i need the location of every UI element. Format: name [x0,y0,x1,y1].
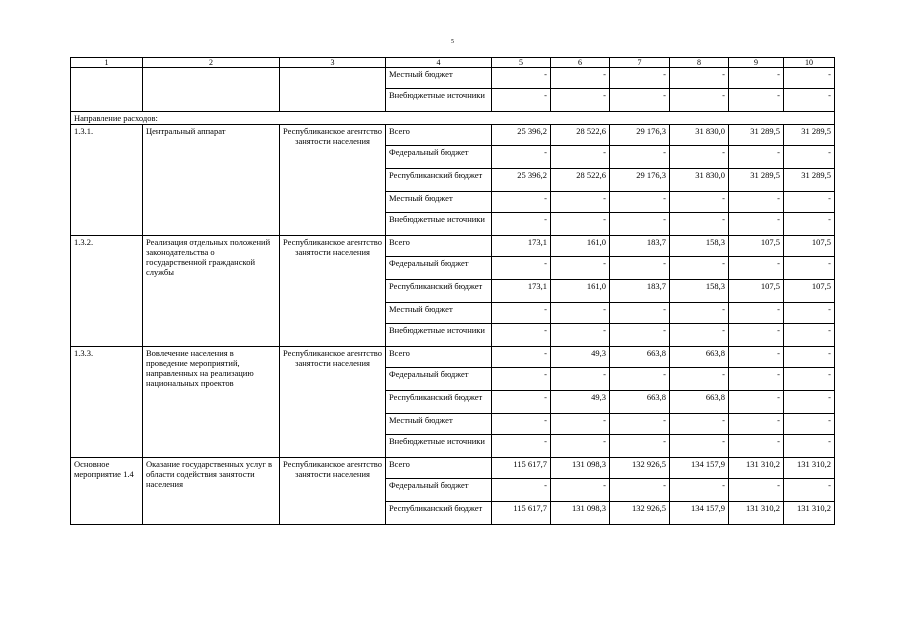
value-cell: 663,8 [610,347,670,368]
value-cell: - [729,192,784,213]
table-row [71,236,835,257]
value-cell: - [492,68,551,89]
value-cell: 158,3 [670,280,729,303]
value-cell: - [551,257,610,280]
value-cell: 131 098,3 [551,502,610,525]
table-row [71,68,835,89]
value-cell: - [492,368,551,391]
column-header: 3 [280,58,386,68]
column-header: 9 [729,58,784,68]
value-cell: 663,8 [610,391,670,414]
value-cell: - [492,414,551,435]
value-cell: - [610,257,670,280]
value-cell: - [492,303,551,324]
code-cell: 1.3.1. [71,125,143,236]
value-cell: - [670,435,729,458]
value-cell: - [610,368,670,391]
code-cell: Основное мероприятие 1.4 [71,458,143,525]
value-cell: 134 157,9 [670,458,729,479]
value-cell: 115 617,7 [492,458,551,479]
name-cell: Центральный аппарат [143,125,280,236]
value-cell: - [670,368,729,391]
value-cell: - [784,68,835,89]
value-cell: 161,0 [551,280,610,303]
section-row [71,112,835,125]
funding-source-cell: Местный бюджет [386,192,492,213]
value-cell: - [610,89,670,112]
value-cell: - [784,414,835,435]
value-cell: - [551,324,610,347]
value-cell: 131 310,2 [729,502,784,525]
value-cell: - [784,479,835,502]
value-cell: - [729,324,784,347]
column-header: 7 [610,58,670,68]
value-cell: 131 310,2 [784,458,835,479]
value-cell: 28 522,6 [551,169,610,192]
value-cell: - [729,213,784,236]
value-cell: - [492,435,551,458]
column-header: 5 [492,58,551,68]
value-cell: - [492,192,551,213]
value-cell: 663,8 [670,391,729,414]
value-cell: - [729,414,784,435]
funding-source-cell: Внебюджетные источники [386,213,492,236]
value-cell: - [551,303,610,324]
value-cell: - [670,68,729,89]
value-cell: 134 157,9 [670,502,729,525]
value-cell: 31 289,5 [729,169,784,192]
value-cell: - [551,435,610,458]
header-row [71,58,835,68]
value-cell: - [729,391,784,414]
value-cell: - [551,192,610,213]
value-cell: 173,1 [492,236,551,257]
budget-table [70,57,835,525]
value-cell: - [729,303,784,324]
value-cell: - [492,213,551,236]
value-cell: - [784,192,835,213]
value-cell: - [492,324,551,347]
value-cell: - [729,68,784,89]
value-cell: 107,5 [784,280,835,303]
value-cell: - [610,68,670,89]
value-cell: - [492,391,551,414]
value-cell: - [729,146,784,169]
column-header: 6 [551,58,610,68]
value-cell: 29 176,3 [610,169,670,192]
funding-source-cell: Внебюджетные источники [386,435,492,458]
value-cell: - [784,347,835,368]
funding-source-cell: Федеральный бюджет [386,479,492,502]
funding-source-cell: Всего [386,236,492,257]
value-cell: 107,5 [729,236,784,257]
executor-cell: Республиканское агентство занятости населения [280,458,386,525]
value-cell: 31 289,5 [729,125,784,146]
value-cell: 49,3 [551,391,610,414]
value-cell: - [784,324,835,347]
value-cell: - [492,347,551,368]
funding-source-cell: Федеральный бюджет [386,257,492,280]
code-cell: 1.3.3. [71,347,143,458]
column-header: 2 [143,58,280,68]
funding-source-cell: Местный бюджет [386,414,492,435]
value-cell: 29 176,3 [610,125,670,146]
value-cell: - [551,213,610,236]
value-cell: 25 396,2 [492,125,551,146]
value-cell: - [729,347,784,368]
funding-source-cell: Местный бюджет [386,68,492,89]
value-cell: - [492,89,551,112]
value-cell: 107,5 [729,280,784,303]
value-cell: - [670,213,729,236]
value-cell: 28 522,6 [551,125,610,146]
value-cell: - [492,479,551,502]
value-cell: - [610,303,670,324]
value-cell: 132 926,5 [610,502,670,525]
value-cell: - [784,435,835,458]
value-cell: - [492,257,551,280]
column-header: 8 [670,58,729,68]
funding-source-cell: Внебюджетные источники [386,89,492,112]
code-cell: 1.3.2. [71,236,143,347]
table-row [71,458,835,479]
value-cell: - [551,414,610,435]
value-cell: - [670,257,729,280]
value-cell: - [670,324,729,347]
name-cell: Оказание государственных услуг в области содействия занятости населения [143,458,280,525]
page-number: 5 [451,39,454,45]
value-cell: - [610,213,670,236]
column-header: 10 [784,58,835,68]
funding-source-cell: Федеральный бюджет [386,368,492,391]
value-cell: 183,7 [610,236,670,257]
executor-cell: Республиканское агентство занятости населения [280,347,386,458]
value-cell: 131 310,2 [784,502,835,525]
value-cell: - [784,303,835,324]
funding-source-cell: Республиканский бюджет [386,502,492,525]
funding-source-cell: Республиканский бюджет [386,169,492,192]
value-cell: 663,8 [670,347,729,368]
column-header: 4 [386,58,492,68]
value-cell: - [670,146,729,169]
column-header: 1 [71,58,143,68]
value-cell: - [551,68,610,89]
value-cell: 131 310,2 [729,458,784,479]
name-cell: Реализация отдельных положений законодательства о государственной гражданской службы [143,236,280,347]
value-cell: - [729,479,784,502]
value-cell: 161,0 [551,236,610,257]
value-cell: - [729,257,784,280]
value-cell: - [784,257,835,280]
funding-source-cell: Внебюджетные источники [386,324,492,347]
value-cell: - [784,89,835,112]
value-cell: 173,1 [492,280,551,303]
executor-cell [280,68,386,112]
value-cell: 49,3 [551,347,610,368]
value-cell: 31 830,0 [670,125,729,146]
funding-source-cell: Республиканский бюджет [386,391,492,414]
table-body [71,58,835,525]
value-cell: 183,7 [610,280,670,303]
value-cell: - [729,435,784,458]
value-cell: - [784,213,835,236]
value-cell: - [610,324,670,347]
value-cell: 25 396,2 [492,169,551,192]
code-cell [71,68,143,112]
funding-source-cell: Всего [386,347,492,368]
value-cell: 131 098,3 [551,458,610,479]
value-cell: - [670,89,729,112]
value-cell: 31 289,5 [784,125,835,146]
funding-source-cell: Всего [386,125,492,146]
value-cell: 115 617,7 [492,502,551,525]
value-cell: - [784,368,835,391]
name-cell: Вовлечение населения в проведение мероприятий, направленных на реализацию национальных проектов [143,347,280,458]
value-cell: - [610,414,670,435]
value-cell: - [610,479,670,502]
value-cell: - [610,192,670,213]
value-cell: - [551,89,610,112]
value-cell: 31 830,0 [670,169,729,192]
table-row [71,125,835,146]
value-cell: - [784,391,835,414]
funding-source-cell: Федеральный бюджет [386,146,492,169]
value-cell: - [610,435,670,458]
value-cell: - [610,146,670,169]
value-cell: - [670,479,729,502]
value-cell: - [729,89,784,112]
value-cell: - [551,368,610,391]
value-cell: 158,3 [670,236,729,257]
value-cell: 31 289,5 [784,169,835,192]
value-cell: - [784,146,835,169]
funding-source-cell: Местный бюджет [386,303,492,324]
value-cell: - [551,146,610,169]
value-cell: - [729,368,784,391]
table-row [71,347,835,368]
funding-source-cell: Республиканский бюджет [386,280,492,303]
value-cell: 107,5 [784,236,835,257]
value-cell: - [551,479,610,502]
name-cell [143,68,280,112]
executor-cell: Республиканское агентство занятости населения [280,125,386,236]
value-cell: 132 926,5 [610,458,670,479]
value-cell: - [492,146,551,169]
funding-source-cell: Всего [386,458,492,479]
section-label: Направление расходов: [71,112,835,125]
value-cell: - [670,303,729,324]
executor-cell: Республиканское агентство занятости населения [280,236,386,347]
value-cell: - [670,414,729,435]
value-cell: - [670,192,729,213]
